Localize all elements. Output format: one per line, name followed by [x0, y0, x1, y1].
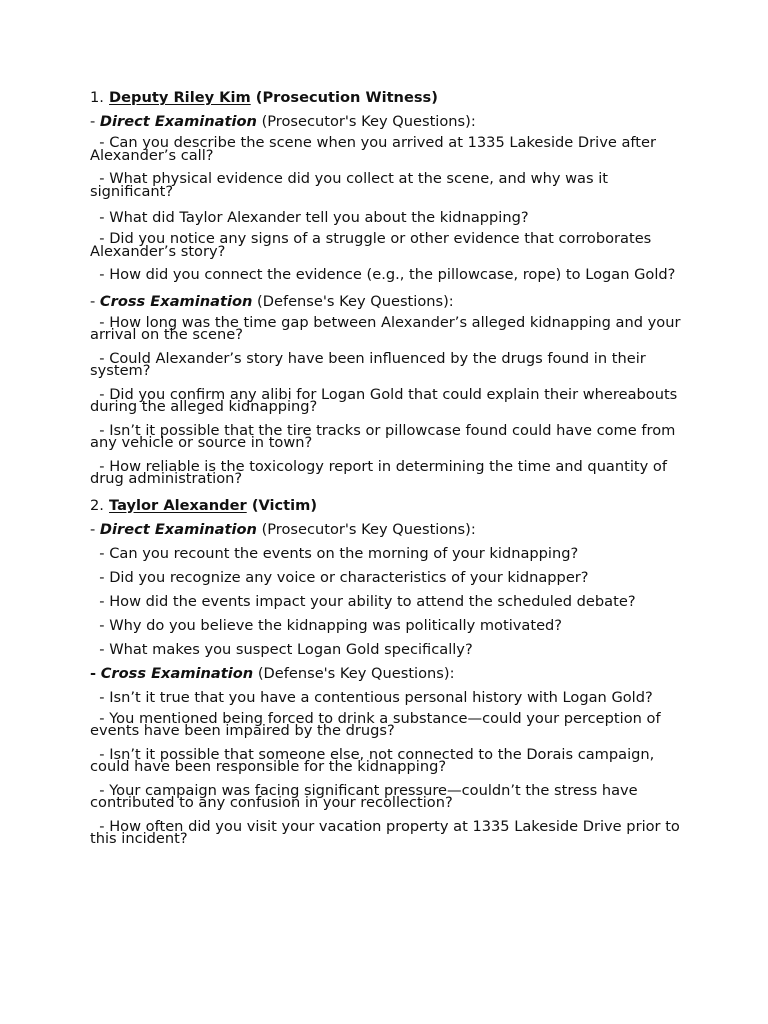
question-text: Did you notice any signs of a struggle or other evidence that corroborates Alexander’s story? [90, 230, 652, 260]
question-item: - How did the events impact your ability to attend the scheduled debate? [90, 592, 636, 610]
question-text: Did you recognize any voice or characteristics of your kidnapper? [109, 568, 589, 586]
question-item: - Did you notice any signs of a struggle or other evidence that corroborates Alexander’s story? [90, 230, 652, 260]
document-page [90, 89, 690, 857]
question-item: - Why do you believe the kidnapping was politically motivated? [90, 616, 563, 634]
exam-subtitle: (Defense's Key Questions): [257, 664, 455, 682]
question-item: - What makes you suspect Logan Gold specifically? [90, 640, 473, 658]
question-item: - How did you connect the evidence (e.g., the pillowcase, rope) to Logan Gold? [90, 266, 676, 283]
question-text: How did you connect the evidence (e.g., the pillowcase, rope) to Logan Gold? [109, 266, 676, 283]
dash: - [90, 113, 96, 130]
question-item: - What did Taylor Alexander tell you about the kidnapping? [90, 209, 529, 226]
question-item: - Can you describe the scene when you arrived at 1335 Lakeside Drive after Alexander’s call? [90, 134, 656, 164]
question-text: How did the events impact your ability to attend the scheduled debate? [109, 592, 636, 610]
question-item: - Did you recognize any voice or characteristics of your kidnapper? [90, 568, 589, 586]
question-text: Isn’t it true that you have a contentious personal history with Logan Gold? [109, 688, 653, 706]
question-item: - Isn’t it true that you have a contentious personal history with Logan Gold? [90, 688, 653, 706]
direct-exam-heading [90, 521, 690, 538]
witness-name: Deputy Riley Kim [109, 89, 251, 106]
dash: - [90, 292, 96, 310]
question-text: Your campaign was facing significant pressure—couldn’t the stress have contributed to any confusion in your recollection? [90, 781, 638, 811]
exam-title: Cross Examination [99, 292, 253, 310]
cross-exam-heading [90, 293, 690, 310]
question-text: Why do you believe the kidnapping was politically motivated? [109, 616, 563, 634]
witness-name: Taylor Alexander [109, 496, 247, 514]
question-item: - What physical evidence did you collect at the scene, and why was it significant? [90, 170, 608, 200]
question-text: Could Alexander’s story have been influenced by the drugs found in their system? [90, 349, 646, 379]
question-item: - How often did you visit your vacation property at 1335 Lakeside Drive prior to this incident? [90, 817, 680, 847]
exam-title: Direct Examination [99, 520, 257, 538]
cross-exam-heading [90, 665, 690, 682]
witness-role: (Victim) [251, 496, 318, 514]
question-text: How long was the time gap between Alexander’s alleged kidnapping and your arrival on the scene? [90, 313, 681, 343]
exam-title: Direct Examination [99, 113, 257, 130]
witness-heading [90, 497, 690, 514]
exam-subtitle: (Prosecutor's Key Questions): [261, 113, 476, 130]
question-item: - Could Alexander’s story have been influenced by the drugs found in their system? [90, 349, 646, 379]
question-text: Isn’t it possible that the tire tracks or pillowcase found could have come from any vehicle or source in town? [90, 421, 676, 451]
question-text: Can you describe the scene when you arrived at 1335 Lakeside Drive after Alexander’s call? [90, 134, 656, 164]
witness-number: 1. [90, 89, 104, 106]
witness-role: (Prosecution Witness) [255, 89, 438, 106]
question-text: What makes you suspect Logan Gold specifically? [109, 640, 473, 658]
exam-title: Cross Examination [100, 664, 254, 682]
direct-exam-heading [90, 113, 690, 130]
question-text: What did Taylor Alexander tell you about the kidnapping? [109, 209, 529, 226]
question-item: - Isn’t it possible that the tire tracks or pillowcase found could have come from any vehicle or source in town? [90, 421, 676, 451]
question-item: - How long was the time gap between Alexander’s alleged kidnapping and your arrival on the scene? [90, 313, 681, 343]
dash: - [90, 664, 97, 682]
question-text: Did you confirm any alibi for Logan Gold that could explain their whereabouts during the alleged kidnapping? [90, 385, 678, 415]
question-text: What physical evidence did you collect at the scene, and why was it significant? [90, 170, 608, 200]
question-item: - Did you confirm any alibi for Logan Gold that could explain their whereabouts during the alleged kidnapping? [90, 385, 678, 415]
question-text: How reliable is the toxicology report in determining the time and quantity of drug administration? [90, 457, 667, 487]
exam-subtitle: (Prosecutor's Key Questions): [261, 520, 476, 538]
question-text: You mentioned being forced to drink a substance—could your perception of events have been impaired by the drugs? [90, 709, 661, 739]
witness-heading [90, 89, 690, 106]
question-text: Isn’t it possible that someone else, not connected to the Dorais campaign, could have been responsible for the kidnapping? [90, 745, 655, 775]
dash: - [90, 520, 96, 538]
exam-subtitle: (Defense's Key Questions): [257, 292, 454, 310]
question-item: - How reliable is the toxicology report in determining the time and quantity of drug administration? [90, 457, 667, 487]
question-text: Can you recount the events on the morning of your kidnapping? [109, 544, 579, 562]
question-text: How often did you visit your vacation property at 1335 Lakeside Drive prior to this incident? [90, 817, 680, 847]
question-item: - Isn’t it possible that someone else, not connected to the Dorais campaign, could have been responsible for the kidnapping? [90, 745, 655, 775]
witness-number: 2. [90, 496, 104, 514]
question-item: - You mentioned being forced to drink a substance—could your perception of events have been impaired by the drugs? [90, 709, 661, 739]
question-item: - Can you recount the events on the morning of your kidnapping? [90, 544, 579, 562]
question-item: - Your campaign was facing significant pressure—couldn’t the stress have contributed to any confusion in your recollection? [90, 781, 638, 811]
